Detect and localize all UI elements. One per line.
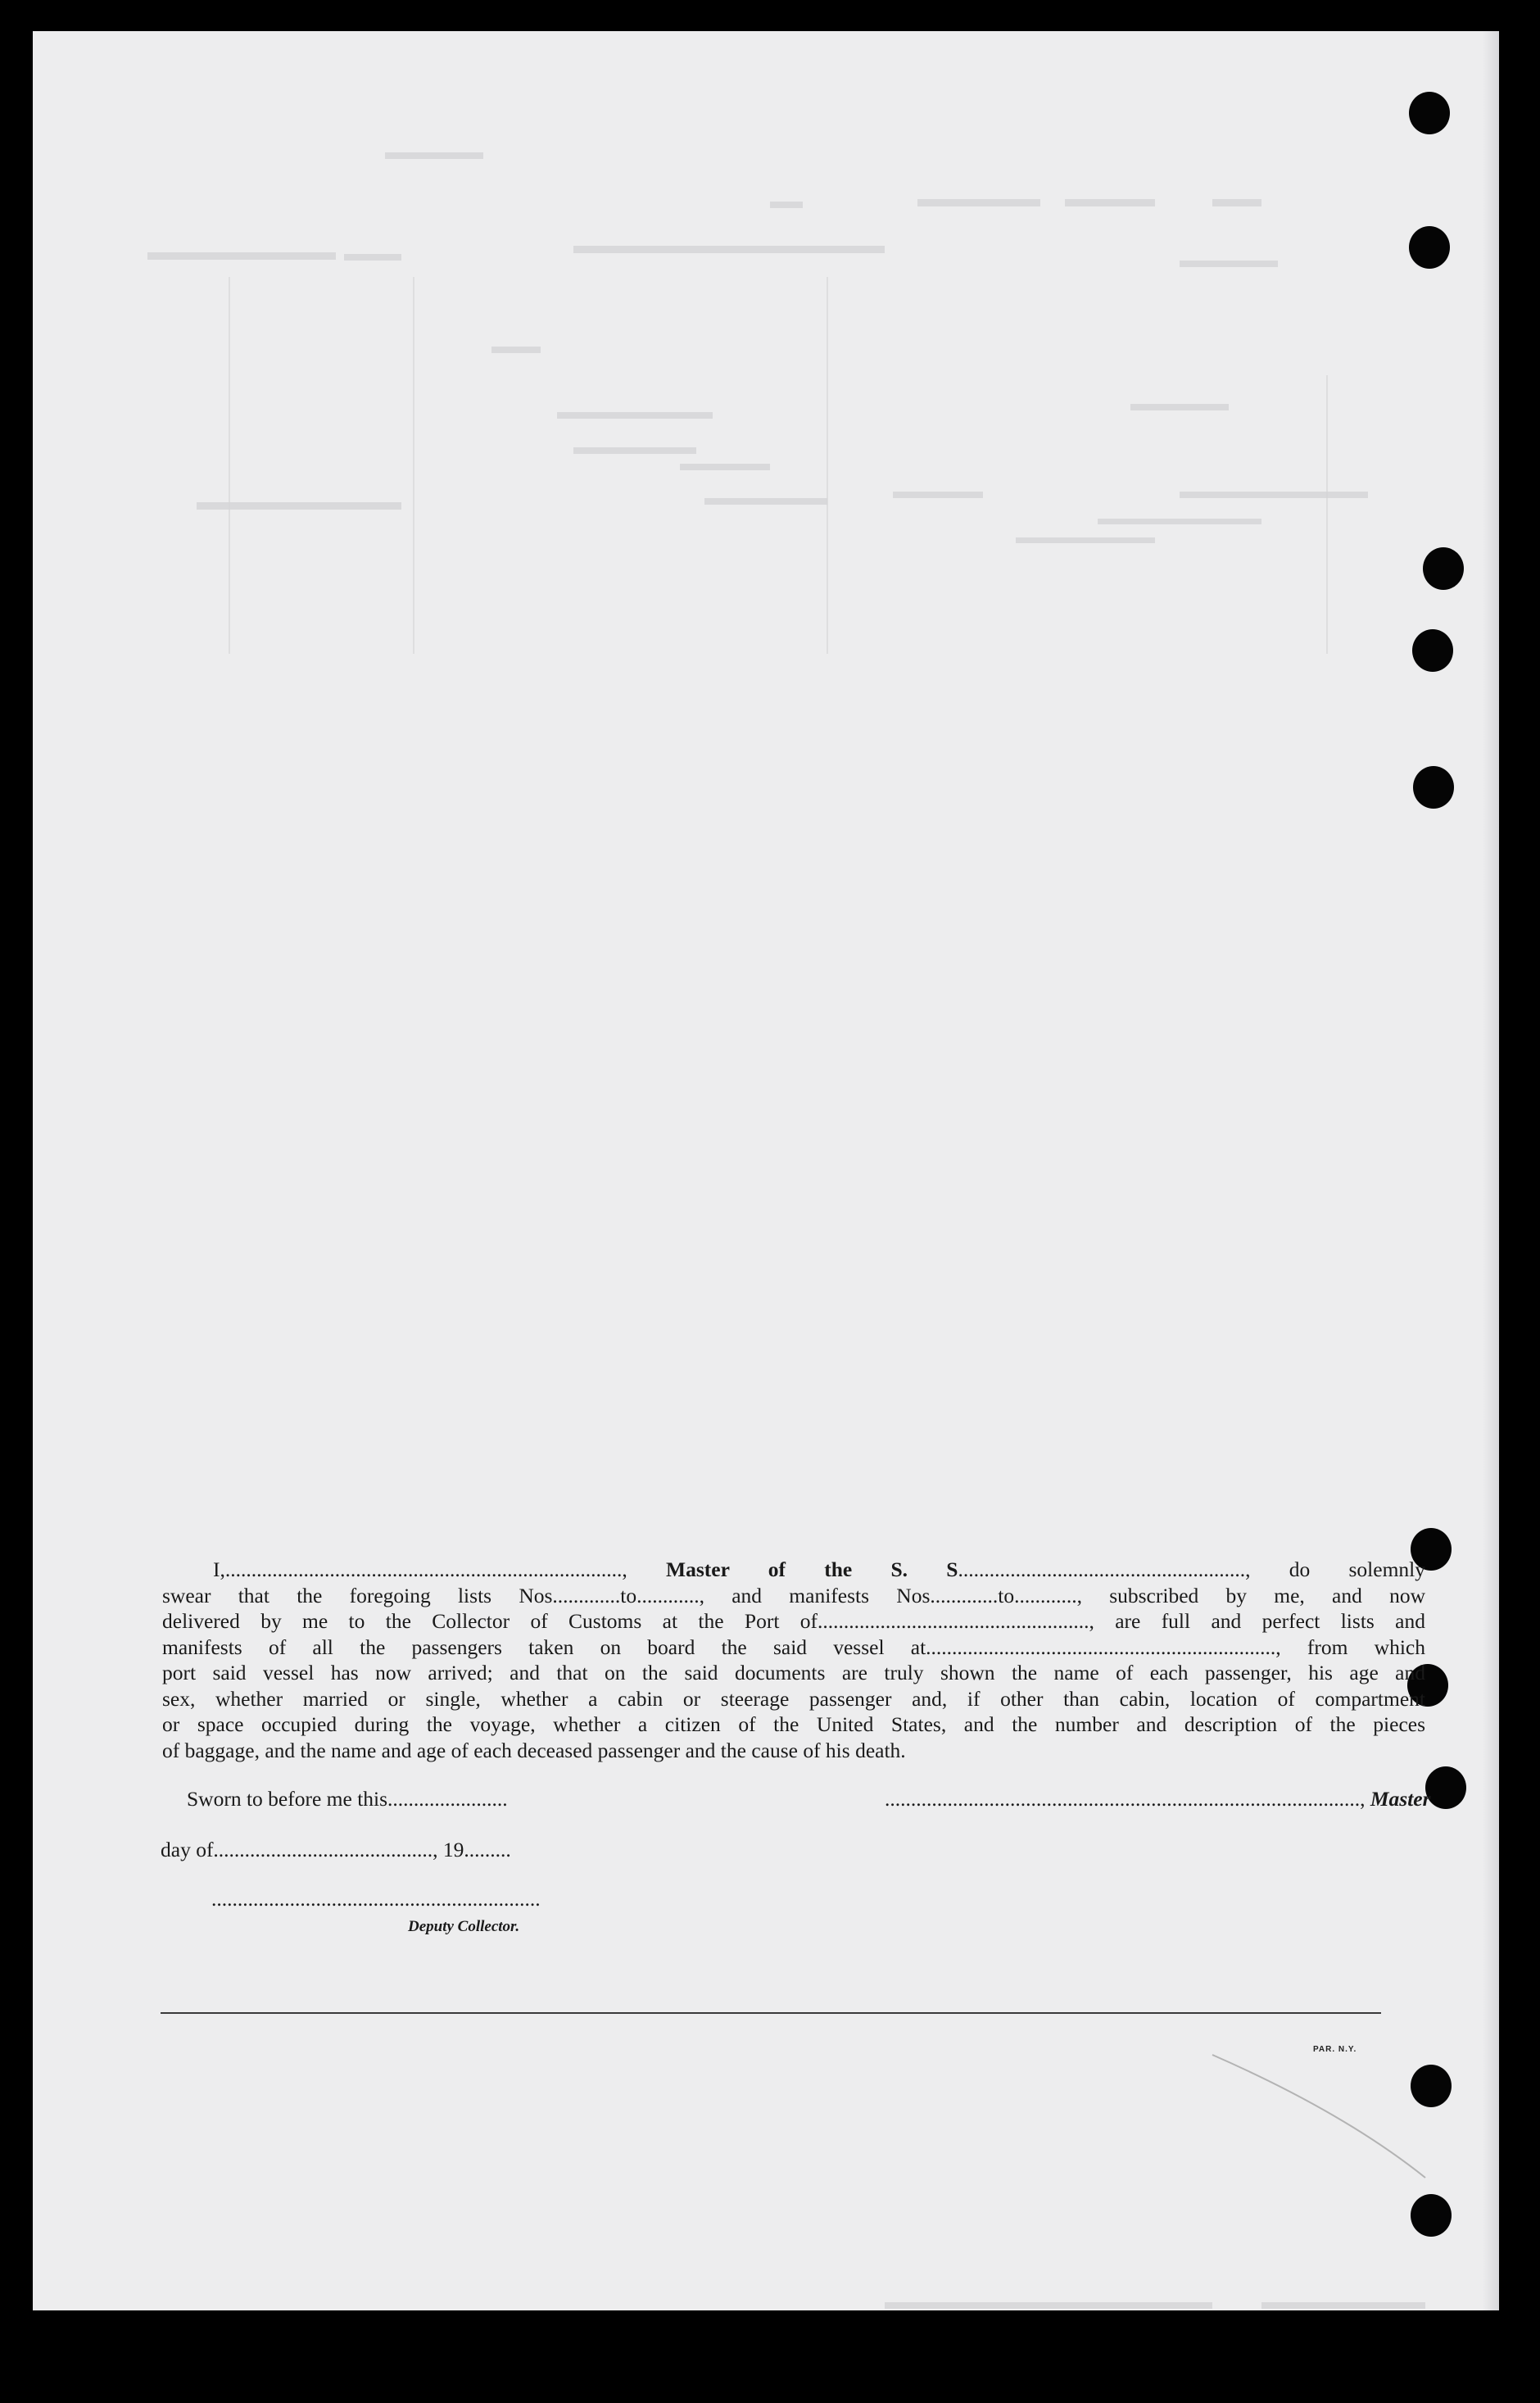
oath-line: manifests of all the passengers taken on board the said vessel at..................................................................., from which — [162, 1634, 1425, 1659]
oath-line: or space occupied during the voyage, whether a citizen of the United States, and the number and description of the pieces — [162, 1712, 1425, 1736]
oath-line: of baggage, and the name and age of each deceased passenger and the cause of his death. — [162, 1738, 906, 1762]
printer-mark: PAR. N.Y. — [1313, 2045, 1357, 2054]
oath-line: port said vessel has now arrived; and that on the said documents are truly shown the name of each passenger, his age and — [162, 1661, 1425, 1684]
document-page — [33, 31, 1499, 2310]
day-of-line: day of.........................................., 19......... — [161, 1838, 511, 1861]
horizontal-rule — [161, 2012, 1381, 2014]
master-signature-dots: ..........................................................................................., — [885, 1787, 1370, 1811]
master-label: Master — [1370, 1787, 1431, 1811]
sworn-before-line: Sworn to before me this....................... — [187, 1787, 508, 1811]
punch-hole — [1412, 629, 1453, 672]
master-oath-paragraph — [162, 1557, 1425, 1763]
oath-line: sex, whether married or single, whether a cabin or steerage passenger and, if other than cabin, location of compartment — [162, 1686, 1425, 1711]
oath-line: I,............................................................................, Master of the S. S......................................................., do solemnly — [213, 1557, 1425, 1581]
oath-line: swear that the foregoing lists Nos.............to............, and manifests Nos.............to............, subscribed by me, and now — [162, 1583, 1425, 1607]
punch-hole — [1413, 766, 1454, 809]
master-signature-line — [885, 1787, 1431, 1811]
deputy-collector-dots: ............................................................... — [211, 1887, 541, 1911]
punch-hole — [1409, 226, 1450, 269]
punch-hole — [1409, 92, 1450, 134]
deputy-collector-label: Deputy Collector. — [408, 1918, 520, 1935]
punch-hole — [1411, 2194, 1452, 2237]
punch-hole — [1411, 2065, 1452, 2107]
bleed-through-texture — [33, 31, 1499, 2310]
punch-hole — [1423, 547, 1464, 590]
oath-line: delivered by me to the Collector of Customs at the Port of...................................................., are full and perfect lists and — [162, 1609, 1425, 1633]
punch-hole — [1425, 1766, 1466, 1809]
